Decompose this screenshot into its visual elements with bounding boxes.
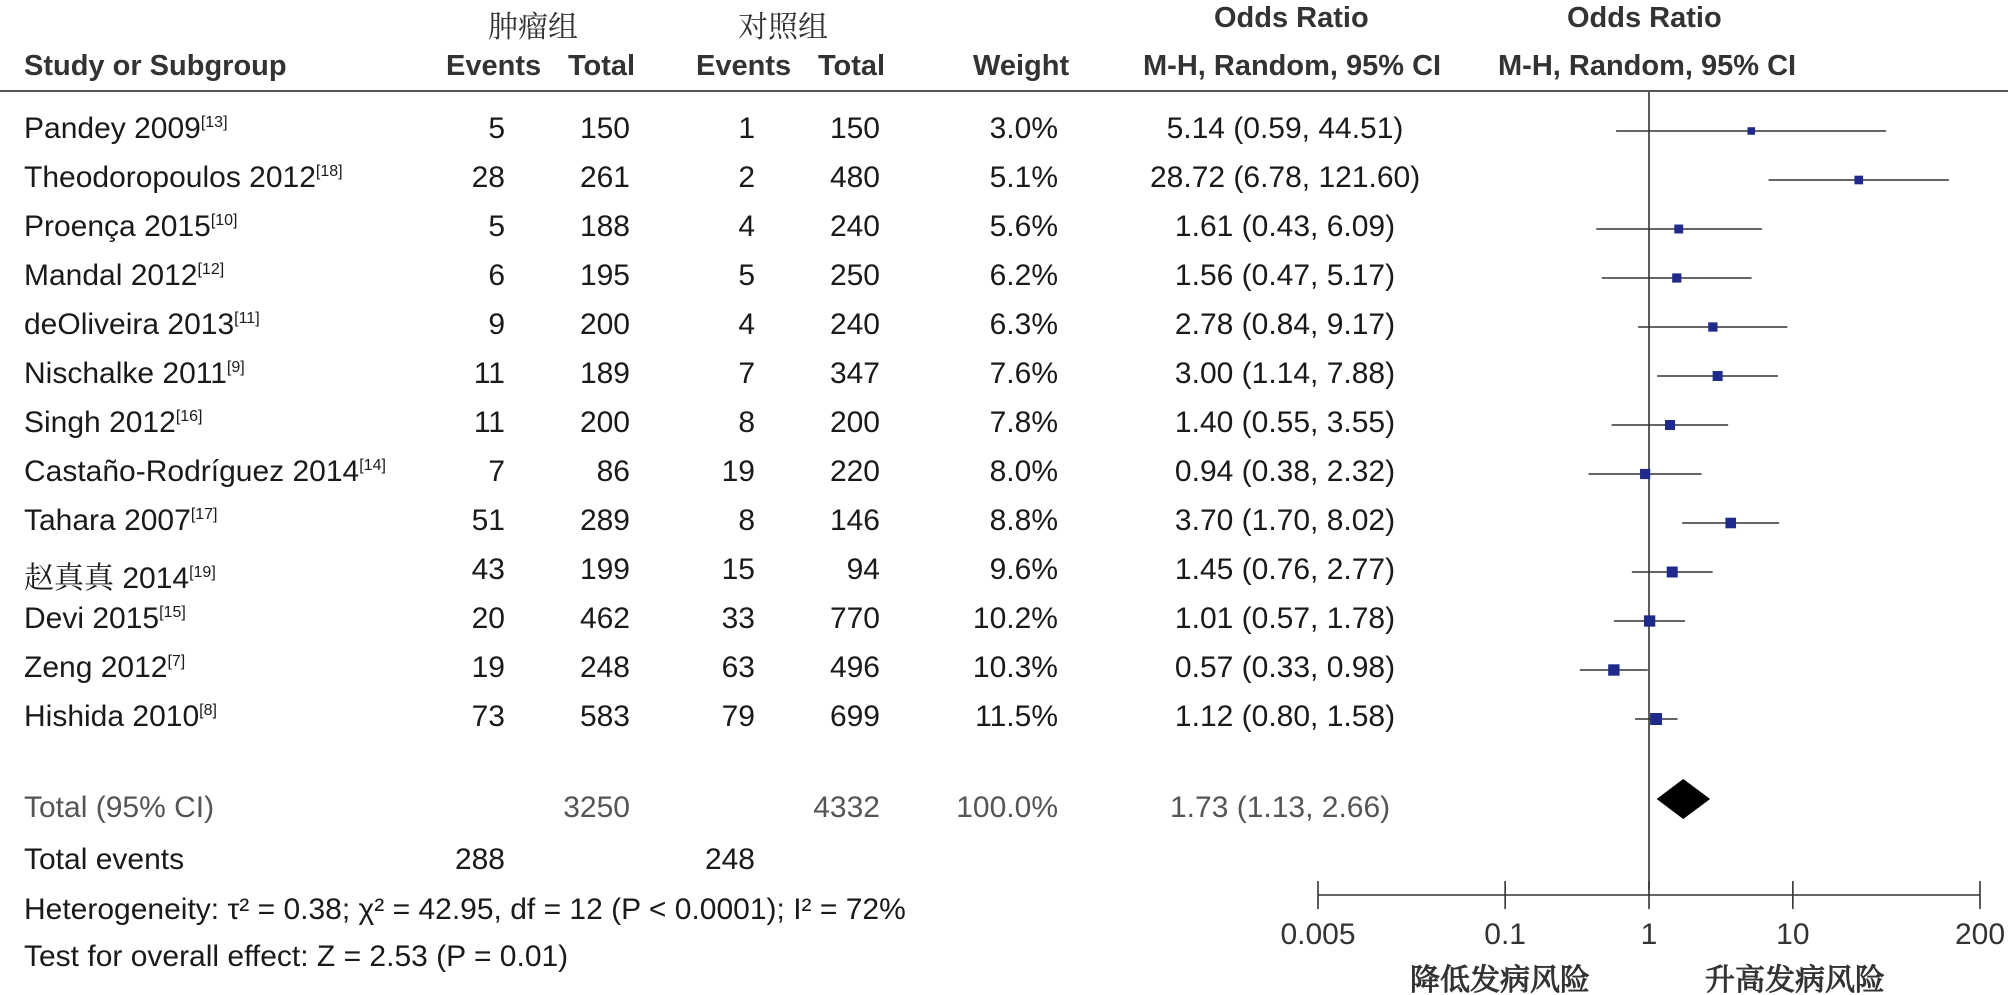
- total-events-label: Total events: [24, 843, 185, 876]
- study-name-text: Theodoropoulos 2012: [24, 161, 316, 194]
- ctl-events-cell: 5: [738, 259, 755, 292]
- or-ci-cell: 3.00 (1.14, 7.88): [1174, 357, 1396, 390]
- ctl-total-cell: 480: [829, 161, 880, 194]
- ctl-events-cell: 19: [721, 455, 755, 488]
- total-events-exp: 288: [454, 843, 505, 876]
- exp-total-cell: 150: [579, 112, 630, 145]
- overall-effect-text: Test for overall effect: Z = 2.53 (P = 0.01): [24, 940, 569, 973]
- x-tick-label: 0.005: [1280, 918, 1356, 951]
- study-reference: [9]: [226, 359, 245, 376]
- exp-events-cell: 73: [471, 700, 505, 733]
- effect-marker: [1854, 176, 1863, 185]
- exp-events-header: Events: [446, 50, 542, 82]
- exp-total-cell: 86: [596, 455, 630, 488]
- weight-cell: 10.2%: [972, 602, 1058, 635]
- effect-marker: [1640, 469, 1650, 479]
- or-ci-cell: 5.14 (0.59, 44.51): [1166, 112, 1404, 145]
- exp-events-cell: 28: [471, 161, 505, 194]
- study-name-text: Pandey 2009: [24, 112, 201, 145]
- study-reference: [16]: [175, 408, 203, 425]
- exp-events-cell: 43: [471, 553, 505, 586]
- or-ci-cell: 1.01 (0.57, 1.78): [1174, 602, 1396, 635]
- favours-right-label: 升高发病风险: [1705, 963, 1885, 995]
- weight-cell: 7.8%: [989, 406, 1058, 439]
- exp-events-cell: 19: [471, 651, 505, 684]
- exp-total-cell: 248: [579, 651, 630, 684]
- study-reference: [8]: [199, 702, 217, 719]
- or-ci-cell: 0.57 (0.33, 0.98): [1174, 651, 1396, 684]
- or-ci-cell: 28.72 (6.78, 121.60): [1150, 161, 1421, 194]
- ctl-events-cell: 79: [721, 700, 755, 733]
- exp-total-cell: 261: [579, 161, 630, 194]
- or-ci-cell: 3.70 (1.70, 8.02): [1174, 504, 1396, 537]
- effect-marker: [1667, 566, 1678, 577]
- effect-marker: [1650, 713, 1662, 725]
- ctl-total-cell: 250: [829, 259, 880, 292]
- study-reference: [14]: [359, 457, 386, 474]
- ctl-events-cell: 63: [721, 651, 755, 684]
- weight-cell: 6.3%: [989, 308, 1058, 341]
- effect-marker: [1747, 127, 1755, 135]
- ctl-total-cell: 220: [829, 455, 880, 488]
- ctl-events-header: Events: [696, 50, 792, 82]
- effect-marker: [1672, 273, 1681, 282]
- weight-cell: 5.1%: [989, 161, 1058, 194]
- favours-left-label: 降低发病风险: [1410, 963, 1590, 995]
- or-ci-cell: 1.56 (0.47, 5.17): [1174, 259, 1396, 292]
- effect-marker: [1608, 664, 1619, 675]
- weight-cell: 8.8%: [989, 504, 1058, 537]
- study-name-text: deOliveira 2013: [24, 308, 235, 341]
- weight-cell: 8.0%: [989, 455, 1058, 488]
- effect-marker: [1644, 615, 1655, 626]
- exp-total-cell: 199: [579, 553, 630, 586]
- exp-total-header: Total: [568, 50, 636, 82]
- effect-marker: [1713, 371, 1723, 381]
- or-method-header-plot: M-H, Random, 95% CI: [1498, 50, 1797, 82]
- ctl-events-cell: 33: [721, 602, 755, 635]
- study-name-text: Tahara 2007: [24, 504, 191, 537]
- weight-cell: 3.0%: [989, 112, 1058, 145]
- weight-header: Weight: [973, 50, 1070, 82]
- exp-events-cell: 20: [471, 602, 505, 635]
- x-tick-label: 0.1: [1484, 918, 1527, 951]
- exp-total-cell: 195: [579, 259, 630, 292]
- exp-total-cell: 188: [579, 210, 630, 243]
- weight-cell: 6.2%: [989, 259, 1058, 292]
- or-ci-cell: 2.78 (0.84, 9.17): [1174, 308, 1396, 341]
- or-method-header-table: M-H, Random, 95% CI: [1143, 50, 1442, 82]
- study-name-text: Castaño-Rodríguez 2014: [24, 455, 360, 488]
- weight-cell: 10.3%: [972, 651, 1058, 684]
- x-tick-label: 10: [1776, 918, 1810, 951]
- total-events-ctl: 248: [704, 843, 755, 876]
- ctl-events-cell: 2: [738, 161, 755, 194]
- exp-total-cell: 200: [579, 308, 630, 341]
- ctl-total-cell: 240: [829, 308, 880, 341]
- or-header-title-table: Odds Ratio: [1214, 2, 1369, 34]
- ctl-total-cell: 240: [829, 210, 880, 243]
- ctl-events-cell: 8: [738, 504, 755, 537]
- group-header-control: 对照组: [738, 11, 828, 44]
- study-name-text: Hishida 2010: [24, 700, 200, 733]
- ctl-total-cell: 496: [829, 651, 880, 684]
- or-ci-cell: 1.40 (0.55, 3.55): [1174, 406, 1396, 439]
- total-or-text: 1.73 (1.13, 2.66): [1170, 791, 1391, 824]
- x-tick-label: 200: [1954, 918, 2006, 951]
- weight-cell: 11.5%: [975, 700, 1058, 733]
- study-name-text: Zeng 2012: [24, 651, 168, 684]
- exp-events-cell: 5: [488, 210, 505, 243]
- total-label: Total (95% CI): [24, 791, 215, 824]
- effect-marker: [1708, 322, 1717, 331]
- exp-total-cell: 583: [579, 700, 630, 733]
- study-reference: [18]: [315, 163, 343, 180]
- exp-total-cell: 200: [579, 406, 630, 439]
- ctl-total-cell: 347: [829, 357, 880, 390]
- exp-events-cell: 11: [473, 406, 505, 439]
- ctl-total-cell: 150: [829, 112, 880, 145]
- ctl-total-cell: 770: [829, 602, 880, 635]
- ctl-events-cell: 4: [738, 308, 755, 341]
- study-reference: [11]: [234, 310, 260, 327]
- study-reference: [7]: [167, 653, 186, 670]
- study-name-text: Mandal 2012: [24, 259, 198, 292]
- study-reference: [12]: [197, 261, 225, 278]
- exp-events-cell: 51: [471, 504, 505, 537]
- study-name-text: Devi 2015: [24, 602, 160, 635]
- exp-total-cell: 289: [579, 504, 630, 537]
- or-header-title-plot: Odds Ratio: [1567, 2, 1722, 34]
- weight-cell: 9.6%: [989, 553, 1058, 586]
- ctl-total-cell: 94: [846, 553, 880, 586]
- ctl-total-cell: 699: [829, 700, 880, 733]
- x-tick-label: 1: [1640, 918, 1658, 951]
- ctl-events-cell: 4: [738, 210, 755, 243]
- exp-events-cell: 5: [488, 112, 505, 145]
- ctl-events-cell: 8: [738, 406, 755, 439]
- total-ctl-total: 4332: [813, 791, 880, 824]
- ctl-events-cell: 1: [738, 112, 755, 145]
- total-weight: 100.0%: [956, 791, 1058, 824]
- ctl-events-cell: 15: [721, 553, 755, 586]
- study-name-text: Singh 2012: [24, 406, 176, 439]
- exp-total-cell: 462: [579, 602, 630, 635]
- weight-cell: 7.6%: [989, 357, 1058, 390]
- exp-events-cell: 7: [488, 455, 505, 488]
- study-column-header: Study or Subgroup: [24, 50, 287, 82]
- or-ci-cell: 1.45 (0.76, 2.77): [1174, 553, 1396, 586]
- or-ci-cell: 1.12 (0.80, 1.58): [1174, 700, 1396, 733]
- study-reference: [13]: [200, 114, 228, 131]
- study-name-text: Proença 2015: [24, 210, 211, 243]
- exp-events-cell: 9: [488, 308, 505, 341]
- weight-cell: 5.6%: [989, 210, 1058, 243]
- study-reference: [19]: [189, 564, 216, 581]
- ctl-events-cell: 7: [738, 357, 755, 390]
- exp-total-cell: 189: [579, 357, 630, 390]
- heterogeneity-text: Heterogeneity: τ² = 0.38; χ² = 42.95, df = 12 (P < 0.0001); I² = 72%: [24, 893, 906, 926]
- ctl-total-cell: 200: [829, 406, 880, 439]
- effect-marker: [1725, 518, 1736, 529]
- pooled-diamond: [1657, 779, 1710, 819]
- group-header-tumor: 肿瘤组: [488, 11, 578, 44]
- or-ci-cell: 0.94 (0.38, 2.32): [1174, 455, 1396, 488]
- study-reference: [15]: [159, 604, 186, 621]
- or-ci-cell: 1.61 (0.43, 6.09): [1174, 210, 1396, 243]
- effect-marker: [1665, 420, 1675, 430]
- study-reference: [10]: [210, 212, 238, 229]
- exp-events-cell: 11: [473, 357, 505, 390]
- study-reference: [17]: [190, 506, 218, 523]
- exp-events-cell: 6: [488, 259, 505, 292]
- total-exp-total: 3250: [563, 791, 630, 824]
- ctl-total-header: Total: [818, 50, 886, 82]
- study-name-text: Nischalke 2011: [24, 357, 227, 390]
- ctl-total-cell: 146: [829, 504, 880, 537]
- study-name-text: 赵真真 2014: [24, 562, 190, 595]
- effect-marker: [1674, 225, 1683, 234]
